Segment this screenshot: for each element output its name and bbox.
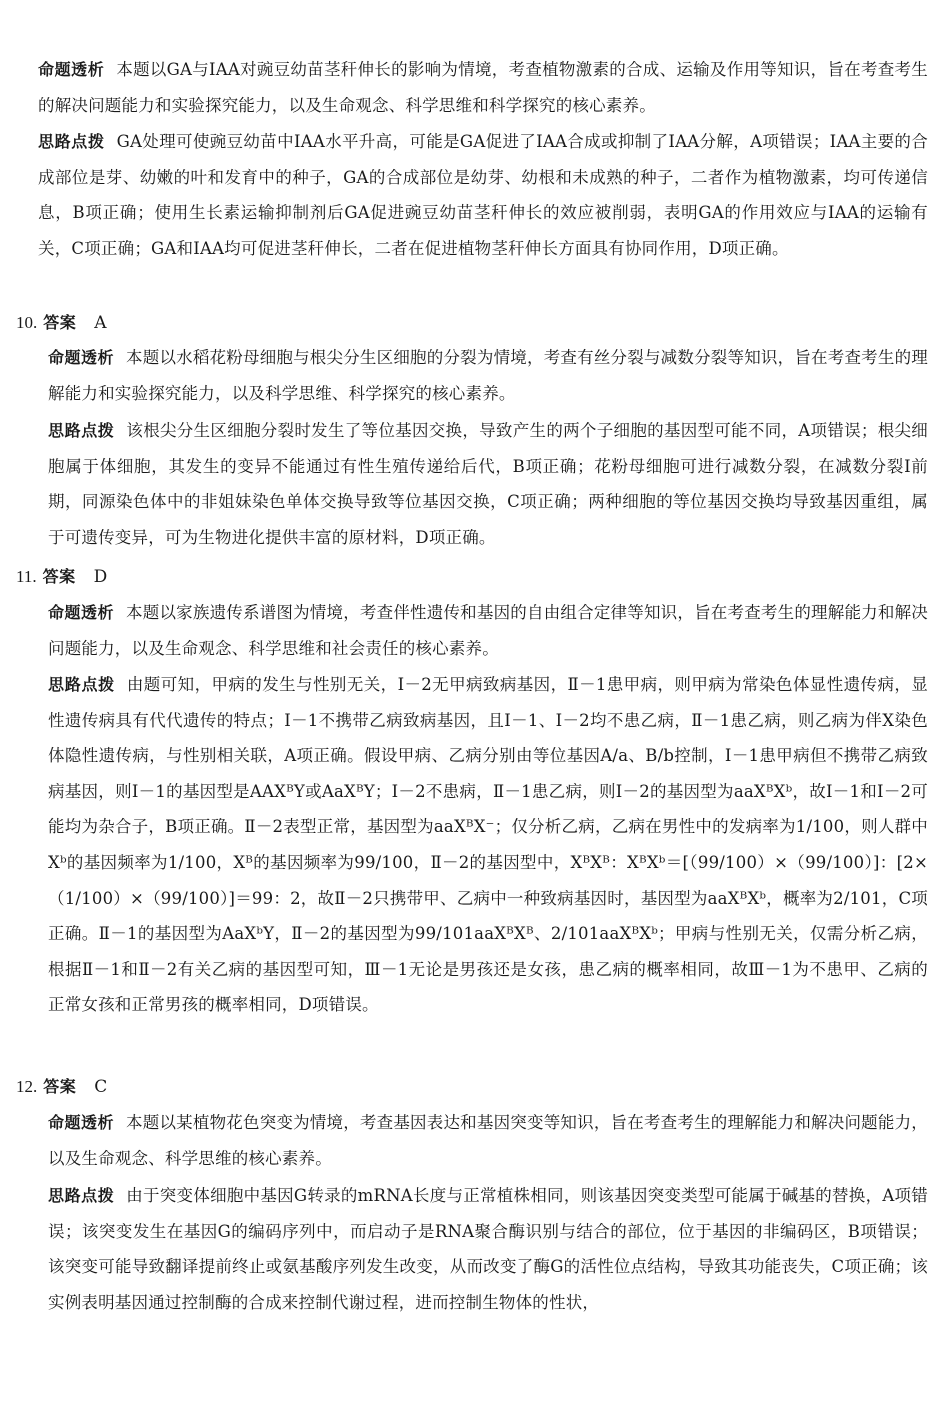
mingti-label: 命题透析 [48,603,115,622]
silu-label: 思路点拨 [38,132,105,151]
silu-text: 由于突变体细胞中基因G转录的mRNA长度与正常植株相同，则该基因突变类型可能属于碱基的替换，A项错误；该突变发生在基因G的编码序列中，而启动子是RNA聚合酶识别与结合的部位，位于基因的非编码区，B项错误；该突变可能导致翻译提前终止或氨基酸序列发生改变，从而改变了酶G的活性位点结构，导致其功能丧失，C项正确；该实例表明基因通过控制酶的合成来控制代谢过程，进而控制生物体的性状， [48,1186,928,1312]
q11-silu-paragraph [48,667,928,1023]
mingti-text: 本题以某植物花色突变为情境，考查基因表达和基因突变等知识，旨在考查考生的理解能力和解决问题能力，以及生命观念、科学思维的核心素养。 [48,1113,928,1168]
q11-answer-heading [16,559,107,595]
answer-label: 答案 [43,1077,77,1096]
question-number: 11. [16,567,37,586]
q10-mingti-paragraph [48,340,928,411]
q11-mingti-paragraph [48,595,928,666]
silu-label: 思路点拨 [48,1186,115,1205]
answer-label: 答案 [43,313,77,332]
answer-value: A [94,313,107,333]
silu-text: 由题可知，甲病的发生与性别无关，Ⅰ－2无甲病致病基因，Ⅱ－1患甲病，则甲病为常染色体显性遗传病，显性遗传病具有代代遗传的特点；Ⅰ－1不携带乙病致病基因，且Ⅰ－1、Ⅰ－2均不患乙病，Ⅱ－1患乙病，则乙病为伴X染色体隐性遗传病，与性别相关联，A项正确。假设甲病、乙病分别由等位基因A/a、B/b控制，Ⅰ－1患甲病但不携带乙病致病基因，则Ⅰ－1的基因型是AAXᴮY或AaXᴮY；Ⅰ－2不患病，Ⅱ－1患乙病，则Ⅰ－2的基因型为aaXᴮXᵇ，故Ⅰ－1和Ⅰ－2可能均为杂合子，B项正确。Ⅱ－2表型正常，基因型为aaXᴮX⁻；仅分析乙病，乙病在男性中的发病率为1/100，则人群中Xᵇ的基因频率为1/100，Xᴮ的基因频率为99/100，Ⅱ－2的基因型中，XᴮXᴮ：XᴮXᵇ＝[（99/100）×（99/100）]：[2×（1/100）×（99/100）]＝99：2，故Ⅱ－2只携带甲、乙病中一种致病基因时，基因型为aaXᴮXᵇ，概率为2/101，C项正确。Ⅱ－1的基因型为AaXᵇY，Ⅱ－2的基因型为99/101aaXᴮXᴮ、2/101aaXᴮXᵇ；甲病与性别无关，仅需分析乙病，根据Ⅱ－1和Ⅱ－2有关乙病的基因型可知，Ⅲ－1无论是男孩还是女孩，患乙病的概率相同，故Ⅲ－1为不患甲、乙病的正常女孩和正常男孩的概率相同，D项错误。 [48,675,928,1015]
mingti-text: 本题以水稻花粉母细胞与根尖分生区细胞的分裂为情境，考查有丝分裂与减数分裂等知识，旨在考查考生的理解能力和实验探究能力，以及科学思维、科学探究的核心素养。 [48,348,928,403]
q12-silu-paragraph [48,1178,928,1320]
question-number: 10. [16,313,38,332]
silu-label: 思路点拨 [48,675,115,694]
q10-silu-paragraph [48,413,928,555]
mingti-text: 本题以GA与IAA对豌豆幼苗茎秆伸长的影响为情境，考查植物激素的合成、运输及作用等知识，旨在考查考生的解决问题能力和实验探究能力，以及生命观念、科学思维和科学探究的核心素养。 [38,60,928,115]
q9-mingti-paragraph [38,52,928,123]
mingti-label: 命题透析 [48,348,115,367]
silu-text: GA处理可使豌豆幼苗中IAA水平升高，可能是GA促进了IAA合成或抑制了IAA分解，A项错误；IAA主要的合成部位是芽、幼嫩的叶和发育中的种子，GA的合成部位是幼芽、幼根和未成熟的种子，二者作为植物激素，均可传递信息，B项正确；使用生长素运输抑制剂后GA促进豌豆幼苗茎秆伸长的效应被削弱，表明GA的作用效应与IAA的运输有关，C项正确；GA和IAA均可促进茎秆伸长，二者在促进植物茎秆伸长方面具有协同作用，D项正确。 [38,132,928,258]
question-number: 12. [16,1077,38,1096]
q9-silu-paragraph [38,124,928,266]
q10-answer-heading [16,305,107,341]
answer-value: D [93,567,108,587]
answer-value: C [94,1077,108,1097]
q12-mingti-paragraph [48,1105,928,1176]
silu-text: 该根尖分生区细胞分裂时发生了等位基因交换，导致产生的两个子细胞的基因型可能不同，A项错误；根尖细胞属于体细胞，其发生的变异不能通过有性生殖传递给后代，B项正确；花粉母细胞可进行减数分裂，在减数分裂Ⅰ前期，同源染色体中的非姐妹染色单体交换导致等位基因交换，C项正确；两种细胞的等位基因交换均导致基因重组，属于可遗传变异，可为生物进化提供丰富的原材料，D项正确。 [48,421,928,547]
silu-label: 思路点拨 [48,421,115,440]
mingti-text: 本题以家族遗传系谱图为情境，考查伴性遗传和基因的自由组合定律等知识，旨在考查考生的理解能力和解决问题能力，以及生命观念、科学思维和社会责任的核心素养。 [48,603,928,658]
q12-answer-heading [16,1069,107,1105]
mingti-label: 命题透析 [48,1113,115,1132]
mingti-label: 命题透析 [38,60,105,79]
answer-label: 答案 [42,567,76,586]
